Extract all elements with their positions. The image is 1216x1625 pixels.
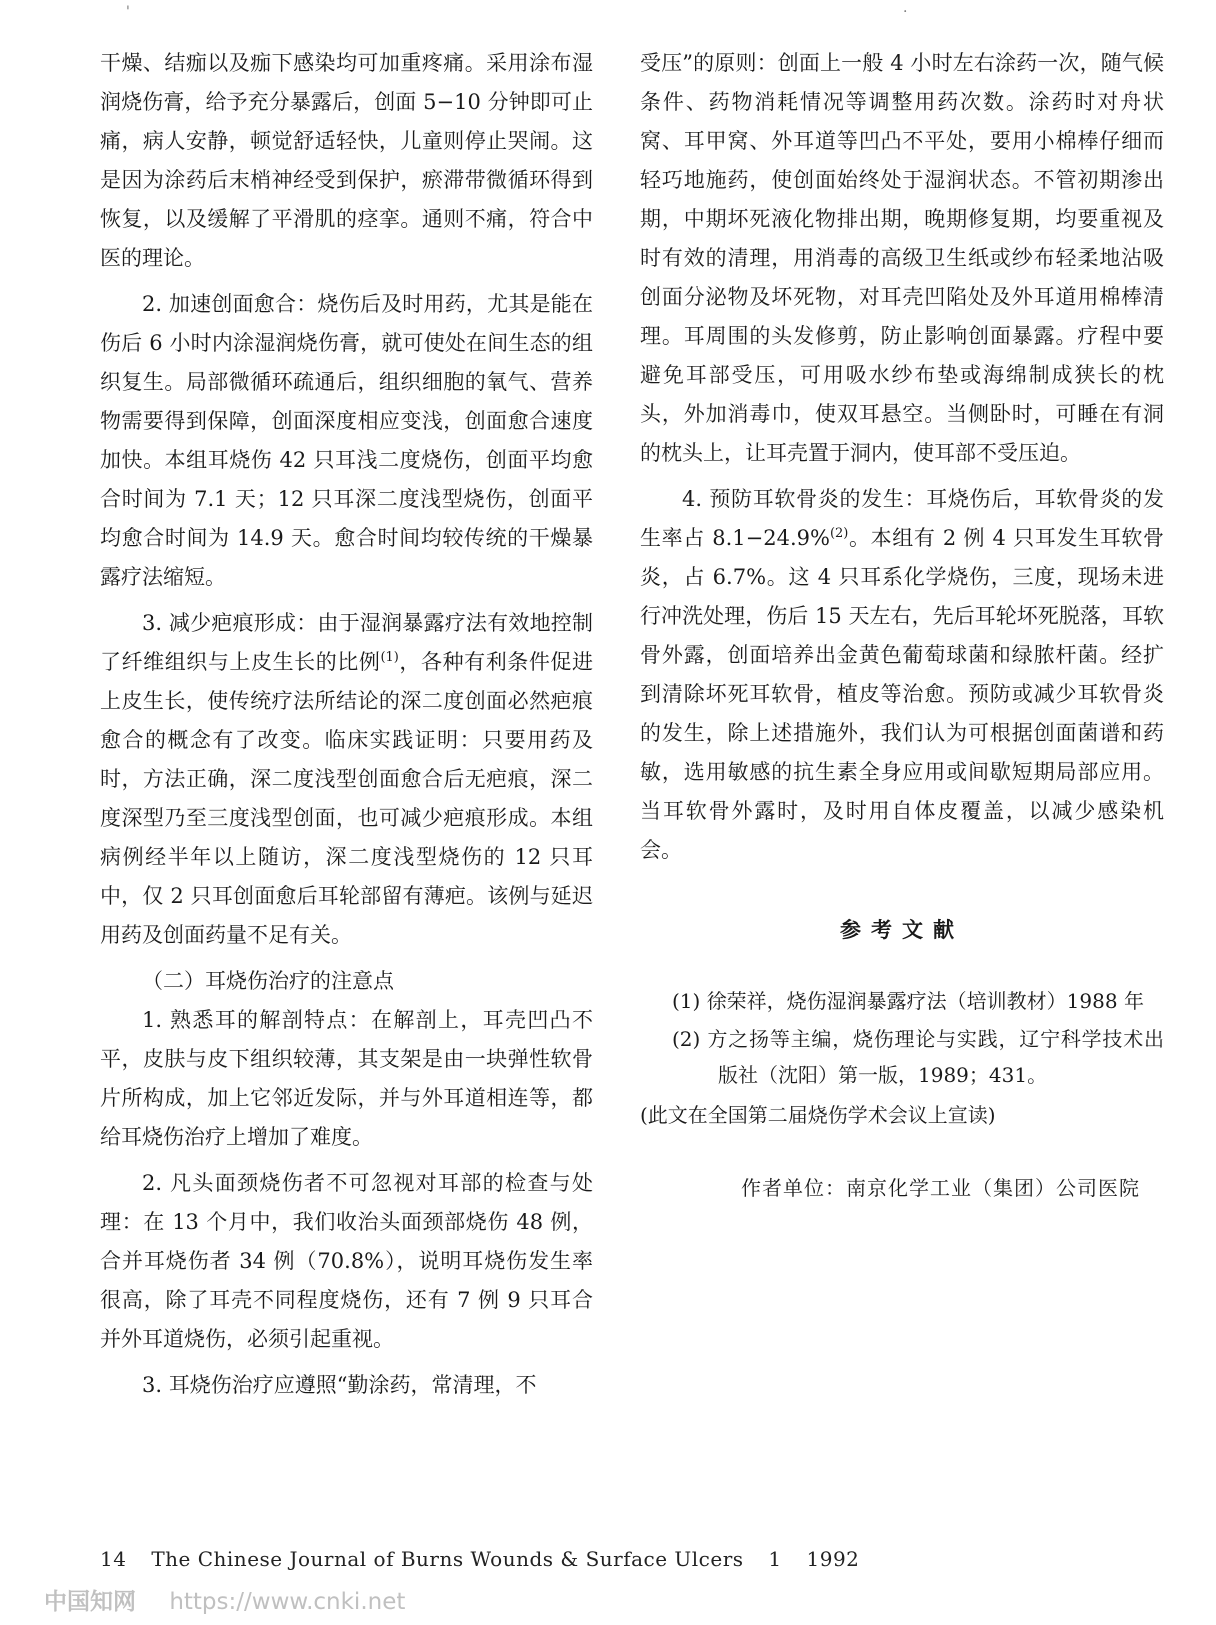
paragraph: 受压”的原则：创面上一般 4 小时左右涂药一次，随气候条件、药物消耗情况等调整用药次数。涂药时对舟状窝、耳甲窝、外耳道等凹凸不平处，要用小棉棒仔细而轻巧地施药，使创面始终处于湿润状态。不管初期渗出期，中期坏死液化物排出期，晚期修复期，均要重视及时有效的清理，用消毒的高级卫生纸或纱布轻柔地沾吸创面分泌物及坏死物，对耳壳凹陷处及外耳道用棉棒清理。耳周围的头发修剪，防止影响创面暴露。疗程中要避免耳部受压，可用吸水纱布垫或海绵制成狭长的枕头，外加消毒巾，使双耳悬空。当侧卧时，可睡在有洞的枕头上，让耳壳置于洞内，使耳部不受压迫。 [640, 51, 1164, 465]
page-footer [100, 1547, 877, 1571]
paragraph-text: ，各种有利条件促进上皮生长，使传统疗法所结论的深二度创面必然疤痕愈合的概念有了改变。临床实践证明：只要用药及时，方法正确，深二度浅型创面愈合后无疤痕，深二度深型乃至三度浅型创面，也可减少疤痕形成。本组病例经半年以上随访，深二度浅型烧伤的 12 只耳中，仅 2 只耳创面愈后耳轮部留有薄疤。该例与延迟用药及创面药量不足有关。 [100, 650, 594, 947]
paragraph [640, 480, 1164, 870]
scan-mark: · [903, 4, 908, 20]
cnki-watermark [44, 1583, 405, 1616]
citation-mark: (2) [829, 526, 849, 541]
section-heading: （二）耳烧伤治疗的注意点 [142, 969, 394, 993]
references-title: 参考文献 [840, 917, 964, 942]
reference-item: (1) 徐荣祥，烧伤湿润暴露疗法（培训教材）1988 年 [672, 989, 1144, 1013]
paragraph: 1. 熟悉耳的解剖特点：在解剖上，耳壳凹凸不平，皮肤与皮下组织较薄，其支架是由一块弹性软骨片所构成，加上它邻近发际，并与外耳道相连等，都给耳烧伤治疗上增加了难度。 [100, 1008, 593, 1149]
paragraph: 2. 凡头面颈烧伤者不可忽视对耳部的检查与处理：在 13 个月中，我们收治头面颈部烧伤 48 例，合并耳烧伤者 34 例（70.8%），说明耳烧伤发生率很高，除了耳壳不同程度烧伤，还有 7 例 9 只耳合并外耳道烧伤，必须引起重视。 [100, 1171, 593, 1351]
presentation-note: (此文在全国第二届烧伤学术会议上宣读) [640, 1103, 996, 1127]
paragraph: 2. 加速创面愈合：烧伤后及时用药，尤其是能在伤后 6 小时内涂湿润烧伤膏，就可使处在间生态的组织复生。局部微循环疏通后，组织细胞的氧气、营养物需要得到保障，创面深度相应变浅，创面愈合速度加快。本组耳烧伤 42 只耳浅二度烧伤，创面平均愈合时间为 7.1 天；12 只耳深二度浅型烧伤，创面平均愈合时间为 14.9 天。愈合时间均较传统的干燥暴露疗法缩短。 [100, 292, 593, 589]
paragraph-text: 。本组有 2 例 4 只耳发生耳软骨炎，占 6.7%。这 4 只耳系化学烧伤，三度，现场未进行冲洗处理，伤后 15 天左右，先后耳轮坏死脱落，耳软骨外露，创面培养出金黄色葡萄球菌和绿脓杆菌。经扩到清除坏死耳软骨，植皮等治愈。预防或减少耳软骨炎的发生，除上述措施外，我们认为可根据创面菌谱和药敏，选用敏感的抗生素全身应用或间歇短期局部应用。当耳软骨外露时，及时用自体皮覆盖，以减少感染机会。 [640, 526, 1164, 862]
left-column [100, 44, 593, 1405]
issue-number: 1 [768, 1547, 782, 1571]
reference-item: (2) 方之扬等主编，烧伤理论与实践，辽宁科学技术出版社（沈阳）第一版，1989；431。 [672, 1027, 1164, 1087]
journal-name: The Chinese Journal of Burns Wounds & Surface Ulcers [151, 1547, 744, 1571]
publication-year: 1992 [806, 1547, 860, 1571]
right-column [640, 44, 1164, 1208]
paragraph [100, 604, 593, 955]
paragraph: 3. 耳烧伤治疗应遵照“勤涂药，常清理，不 [142, 1373, 537, 1397]
paragraph-text: 4. 预防耳软骨炎的发生：耳烧伤后，耳软骨炎的发生率占 8.1−24.9% [640, 487, 1164, 550]
paragraph: 干燥、结痂以及痂下感染均可加重疼痛。采用涂布湿润烧伤膏，给予充分暴露后，创面 5−10 分钟即可止痛，病人安静，顿觉舒适轻快，儿童则停止哭闹。这是因为涂药后末梢神经受到保护，瘀滞带微循环得到恢复，以及缓解了平滑肌的痉挛。通则不痛，符合中医的理论。 [100, 51, 593, 270]
citation-mark: (1) [380, 650, 399, 665]
page-number: 14 [100, 1547, 127, 1571]
paragraph-text: 3. 减少疤痕形成：由于湿润暴露疗法有效地控制了纤维组织与上皮生长的比例 [100, 611, 593, 674]
author-affiliation: 作者单位：南京化学工业（集团）公司医院 [741, 1176, 1140, 1200]
cnki-logo: 中国知网 [44, 1589, 136, 1615]
cnki-url: https://www.cnki.net [169, 1589, 406, 1615]
scan-mark: ' [126, 4, 130, 20]
